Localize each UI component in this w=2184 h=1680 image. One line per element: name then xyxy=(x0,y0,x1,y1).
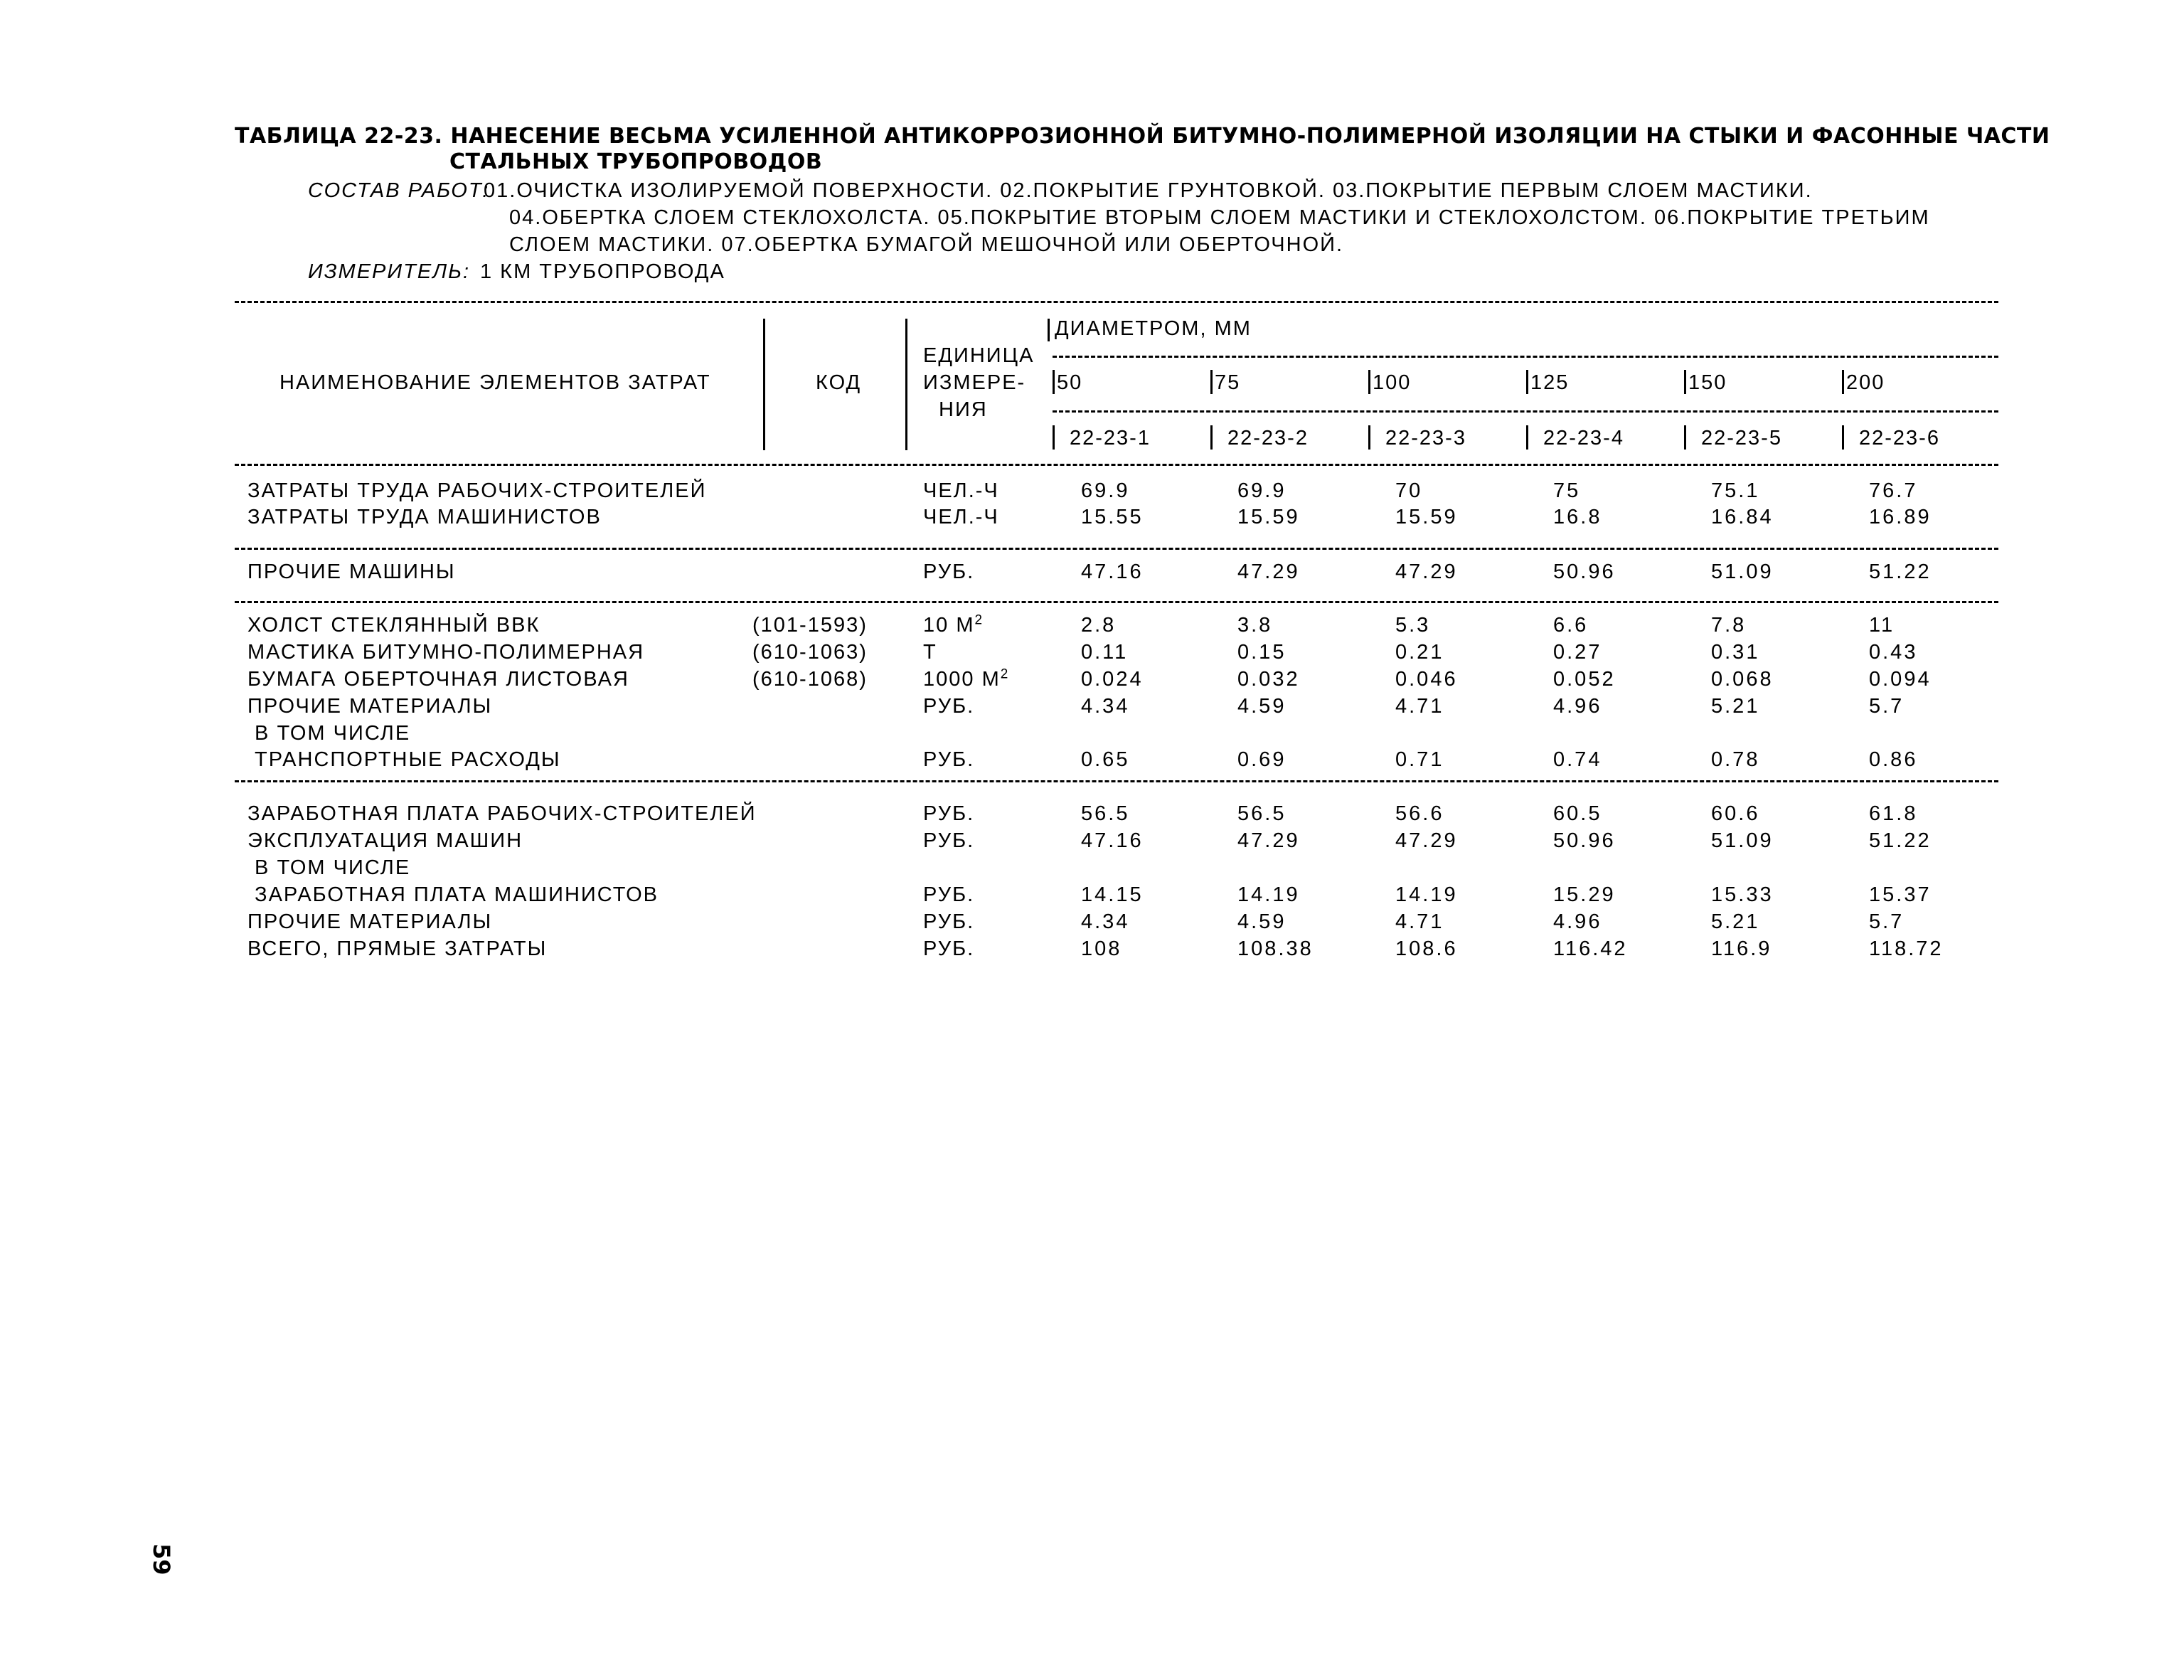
value-cell: 108 xyxy=(1081,937,1122,960)
value-cell: 56.5 xyxy=(1237,802,1287,825)
cost-element-name: ТРАНСПОРТНЫЕ РАСХОДЫ xyxy=(247,748,561,771)
value-cell: 108.38 xyxy=(1237,937,1314,960)
value-cell: 47.29 xyxy=(1395,560,1458,583)
value-cell: 69.9 xyxy=(1237,479,1287,502)
value-cell: 16.89 xyxy=(1869,506,1932,528)
diameter-divider xyxy=(1842,370,1844,394)
value-cell: 4.96 xyxy=(1553,695,1602,718)
value-cell: 4.96 xyxy=(1553,910,1602,933)
value-cell: 4.71 xyxy=(1395,910,1444,933)
cost-element-name: ВСЕГО, ПРЯМЫЕ ЗАТРАТЫ xyxy=(247,937,548,960)
diameter-value: 100 xyxy=(1373,371,1412,394)
value-cell: 11 xyxy=(1869,614,1895,637)
value-cell: 47.29 xyxy=(1237,560,1300,583)
value-cell: 60.6 xyxy=(1711,802,1760,825)
code-divider xyxy=(1842,425,1844,450)
value-cell: 16.84 xyxy=(1711,506,1774,528)
measure-value: 1 КМ ТРУБОПРОВОДА xyxy=(480,260,725,283)
unit-text: РУБ. xyxy=(923,748,975,771)
value-cell: 5.7 xyxy=(1869,910,1905,933)
work-composition-line2: 04.ОБЕРТКА СЛОЕМ СТЕКЛОХОЛСТА. 05.ПОКРЫТИЕ ВТОРЫМ СЛОЕМ МАСТИКИ И СТЕКЛОХОЛСТОМ. 06.ПОКРЫТИЕ ТРЕТЬИМ xyxy=(509,206,1930,229)
measure-label: ИЗМЕРИТЕЛЬ: xyxy=(308,260,471,283)
code-divider xyxy=(1053,425,1055,450)
value-cell: 51.22 xyxy=(1869,560,1932,583)
value-cell: 5.21 xyxy=(1711,910,1760,933)
unit-superscript: 2 xyxy=(1000,666,1010,682)
cost-element-name: ЗАРАБОТНАЯ ПЛАТА МАШИНИСТОВ xyxy=(247,883,659,906)
value-cell: 47.16 xyxy=(1081,829,1144,852)
column-header-unit-1: ЕДИНИЦА xyxy=(923,344,1035,367)
unit-text: РУБ. xyxy=(923,560,975,583)
value-cell: 69.9 xyxy=(1081,479,1130,502)
unit-of-measure xyxy=(923,641,937,664)
value-cell: 6.6 xyxy=(1553,614,1589,637)
value-cell: 56.5 xyxy=(1081,802,1130,825)
diameter-value: 125 xyxy=(1530,371,1570,394)
value-cell: 0.11 xyxy=(1081,641,1129,664)
unit-of-measure xyxy=(923,668,1009,691)
column-header-unit-3: НИЯ xyxy=(939,398,988,421)
column-divider-name-code xyxy=(763,319,765,450)
value-cell: 15.29 xyxy=(1553,883,1616,906)
value-cell: 0.43 xyxy=(1869,641,1918,664)
unit-text: ЧЕЛ.-Ч xyxy=(923,479,999,502)
value-cell: 0.86 xyxy=(1869,748,1918,771)
column-divider-code-unit xyxy=(905,319,907,450)
value-cell: 4.59 xyxy=(1237,695,1287,718)
cost-element-name: ЗАТРАТЫ ТРУДА МАШИНИСТОВ xyxy=(247,506,602,528)
diameter-value: 75 xyxy=(1215,371,1241,394)
column-header-code: КОД xyxy=(816,371,862,394)
unit-of-measure xyxy=(923,614,984,637)
header-bottom-rule xyxy=(235,464,1998,466)
value-cell: 0.15 xyxy=(1237,641,1287,664)
value-cell: 4.71 xyxy=(1395,695,1444,718)
cost-element-name: ХОЛСТ СТЕКЛЯННЫЙ ВВК xyxy=(247,614,540,637)
value-cell: 5.7 xyxy=(1869,695,1905,718)
cost-element-name: МАСТИКА БИТУМНО-ПОЛИМЕРНАЯ xyxy=(247,641,645,664)
unit-text: РУБ. xyxy=(923,910,975,933)
value-cell: 51.09 xyxy=(1711,560,1774,583)
cost-element-name: ЗАРАБОТНАЯ ПЛАТА РАБОЧИХ-СТРОИТЕЛЕЙ xyxy=(247,802,757,825)
value-cell: 51.09 xyxy=(1711,829,1774,852)
value-cell: 15.33 xyxy=(1711,883,1774,906)
value-cell: 15.59 xyxy=(1395,506,1458,528)
rate-code: 22-23-5 xyxy=(1701,427,1782,450)
value-cell: 51.22 xyxy=(1869,829,1932,852)
value-cell: 47.16 xyxy=(1081,560,1144,583)
value-cell: 47.29 xyxy=(1395,829,1458,852)
codes-header-rule xyxy=(1053,410,1998,413)
cost-element-name: ПРОЧИЕ МАШИНЫ xyxy=(247,560,456,583)
value-cell: 108.6 xyxy=(1395,937,1458,960)
diameter-divider xyxy=(1684,370,1686,394)
value-cell: 56.6 xyxy=(1395,802,1444,825)
value-cell: 15.55 xyxy=(1081,506,1144,528)
diameter-value: 200 xyxy=(1846,371,1885,394)
value-cell: 50.96 xyxy=(1553,560,1616,583)
diameter-header-rule xyxy=(1053,356,1998,358)
column-header-name: НАИМЕНОВАНИЕ ЭЛЕМЕНТОВ ЗАТРАТ xyxy=(279,371,711,394)
unit-text: РУБ. xyxy=(923,802,975,825)
column-header-unit-2: ИЗМЕРЕ- xyxy=(923,371,1026,394)
unit-of-measure xyxy=(923,748,974,772)
section-rule-2 xyxy=(235,601,1998,603)
value-cell: 0.74 xyxy=(1553,748,1602,771)
unit-of-measure xyxy=(923,802,974,826)
diameter-value: 150 xyxy=(1688,371,1727,394)
value-cell: 14.19 xyxy=(1395,883,1458,906)
diameter-divider xyxy=(1368,370,1370,394)
value-cell: 0.21 xyxy=(1395,641,1444,664)
value-cell: 47.29 xyxy=(1237,829,1300,852)
diameter-value: 50 xyxy=(1057,371,1083,394)
page-number: 59 xyxy=(148,1543,175,1575)
unit-of-measure xyxy=(923,506,999,529)
rate-code: 22-23-6 xyxy=(1859,427,1940,450)
rate-code: 22-23-1 xyxy=(1070,427,1151,450)
value-cell: 116.9 xyxy=(1711,937,1772,960)
value-cell: 0.046 xyxy=(1395,668,1458,691)
value-cell: 0.31 xyxy=(1711,641,1760,664)
column-divider-unit-diam xyxy=(1048,319,1050,341)
value-cell: 2.8 xyxy=(1081,614,1117,637)
value-cell: 0.78 xyxy=(1711,748,1760,771)
value-cell: 5.3 xyxy=(1395,614,1431,637)
cost-element-name: ЗАТРАТЫ ТРУДА РАБОЧИХ-СТРОИТЕЛЕЙ xyxy=(247,479,707,502)
unit-text: 1000 М xyxy=(923,668,1001,691)
table-title-line2: СТАЛЬНЫХ ТРУБОПРОВОДОВ xyxy=(449,149,823,174)
value-cell: 16.8 xyxy=(1553,506,1602,528)
cost-element-name: ПРОЧИЕ МАТЕРИАЛЫ xyxy=(247,910,493,933)
code-divider xyxy=(1526,425,1528,450)
value-cell: 0.068 xyxy=(1711,668,1774,691)
section-rule-3 xyxy=(235,780,1998,782)
value-cell: 15.37 xyxy=(1869,883,1932,906)
section-rule-1 xyxy=(235,548,1998,550)
unit-text: РУБ. xyxy=(923,937,975,960)
unit-text: РУБ. xyxy=(923,695,975,718)
resource-code: (610-1063) xyxy=(752,641,868,664)
value-cell: 76.7 xyxy=(1869,479,1918,502)
value-cell: 75 xyxy=(1553,479,1581,502)
table-top-rule xyxy=(235,301,1998,303)
unit-of-measure xyxy=(923,883,974,907)
value-cell: 60.5 xyxy=(1553,802,1602,825)
cost-element-name: ЭКСПЛУАТАЦИЯ МАШИН xyxy=(247,829,523,852)
unit-superscript: 2 xyxy=(974,612,984,628)
diameter-divider xyxy=(1526,370,1528,394)
value-cell: 4.34 xyxy=(1081,910,1130,933)
value-cell: 116.42 xyxy=(1553,937,1628,960)
cost-element-name: ПРОЧИЕ МАТЕРИАЛЫ xyxy=(247,695,493,718)
unit-text: Т xyxy=(923,641,937,664)
rate-code: 22-23-3 xyxy=(1385,427,1466,450)
rate-code: 22-23-2 xyxy=(1227,427,1309,450)
rate-code: 22-23-4 xyxy=(1543,427,1624,450)
code-divider xyxy=(1684,425,1686,450)
value-cell: 3.8 xyxy=(1237,614,1273,637)
unit-text: РУБ. xyxy=(923,883,975,906)
value-cell: 0.69 xyxy=(1237,748,1287,771)
cost-element-name: В ТОМ ЧИСЛЕ xyxy=(247,722,411,745)
value-cell: 4.34 xyxy=(1081,695,1130,718)
value-cell: 14.19 xyxy=(1237,883,1300,906)
value-cell: 0.052 xyxy=(1553,668,1616,691)
work-composition-label: СОСТАВ РАБОТ: xyxy=(308,179,490,202)
value-cell: 7.8 xyxy=(1711,614,1747,637)
unit-text: ЧЕЛ.-Ч xyxy=(923,506,999,528)
value-cell: 0.71 xyxy=(1395,748,1444,771)
value-cell: 70 xyxy=(1395,479,1423,502)
value-cell: 50.96 xyxy=(1553,829,1616,852)
table-title-line1: ТАБЛИЦА 22-23. НАНЕСЕНИЕ ВЕСЬМА УСИЛЕННОЙ АНТИКОРРОЗИОННОЙ БИТУМНО-ПОЛИМЕРНОЙ ИЗОЛЯЦИИ НА СТЫКИ И ФАСОННЫЕ ЧАСТИ xyxy=(235,124,2050,149)
unit-of-measure xyxy=(923,937,974,961)
unit-of-measure xyxy=(923,479,999,503)
value-cell: 0.094 xyxy=(1869,668,1932,691)
value-cell: 0.27 xyxy=(1553,641,1602,664)
code-divider xyxy=(1368,425,1370,450)
column-header-diameter: ДИАМЕТРОМ, ММ xyxy=(1055,317,1252,340)
value-cell: 118.72 xyxy=(1869,937,1944,960)
unit-text: РУБ. xyxy=(923,829,975,852)
value-cell: 0.024 xyxy=(1081,668,1144,691)
value-cell: 15.59 xyxy=(1237,506,1300,528)
diameter-divider xyxy=(1210,370,1213,394)
value-cell: 0.032 xyxy=(1237,668,1300,691)
value-cell: 5.21 xyxy=(1711,695,1760,718)
unit-of-measure xyxy=(923,910,974,934)
unit-of-measure xyxy=(923,560,974,584)
resource-code: (101-1593) xyxy=(752,614,868,637)
cost-element-name: В ТОМ ЧИСЛЕ xyxy=(247,856,411,879)
value-cell: 75.1 xyxy=(1711,479,1760,502)
unit-of-measure xyxy=(923,829,974,853)
code-divider xyxy=(1210,425,1213,450)
cost-element-name: БУМАГА ОБЕРТОЧНАЯ ЛИСТОВАЯ xyxy=(247,668,629,691)
value-cell: 0.65 xyxy=(1081,748,1130,771)
unit-text: 10 М xyxy=(923,614,975,637)
work-composition-line1: 01.ОЧИСТКА ИЗОЛИРУЕМОЙ ПОВЕРХНОСТИ. 02.ПОКРЫТИЕ ГРУНТОВКОЙ. 03.ПОКРЫТИЕ ПЕРВЫМ СЛОЕМ МАСТИКИ. xyxy=(484,179,1813,202)
resource-code: (610-1068) xyxy=(752,668,868,691)
value-cell: 4.59 xyxy=(1237,910,1287,933)
diameter-divider xyxy=(1053,370,1055,394)
value-cell: 61.8 xyxy=(1869,802,1918,825)
work-composition-line3: СЛОЕМ МАСТИКИ. 07.ОБЕРТКА БУМАГОЙ МЕШОЧНОЙ ИЛИ ОБЕРТОЧНОЙ. xyxy=(509,233,1344,256)
value-cell: 14.15 xyxy=(1081,883,1144,906)
unit-of-measure xyxy=(923,695,974,718)
